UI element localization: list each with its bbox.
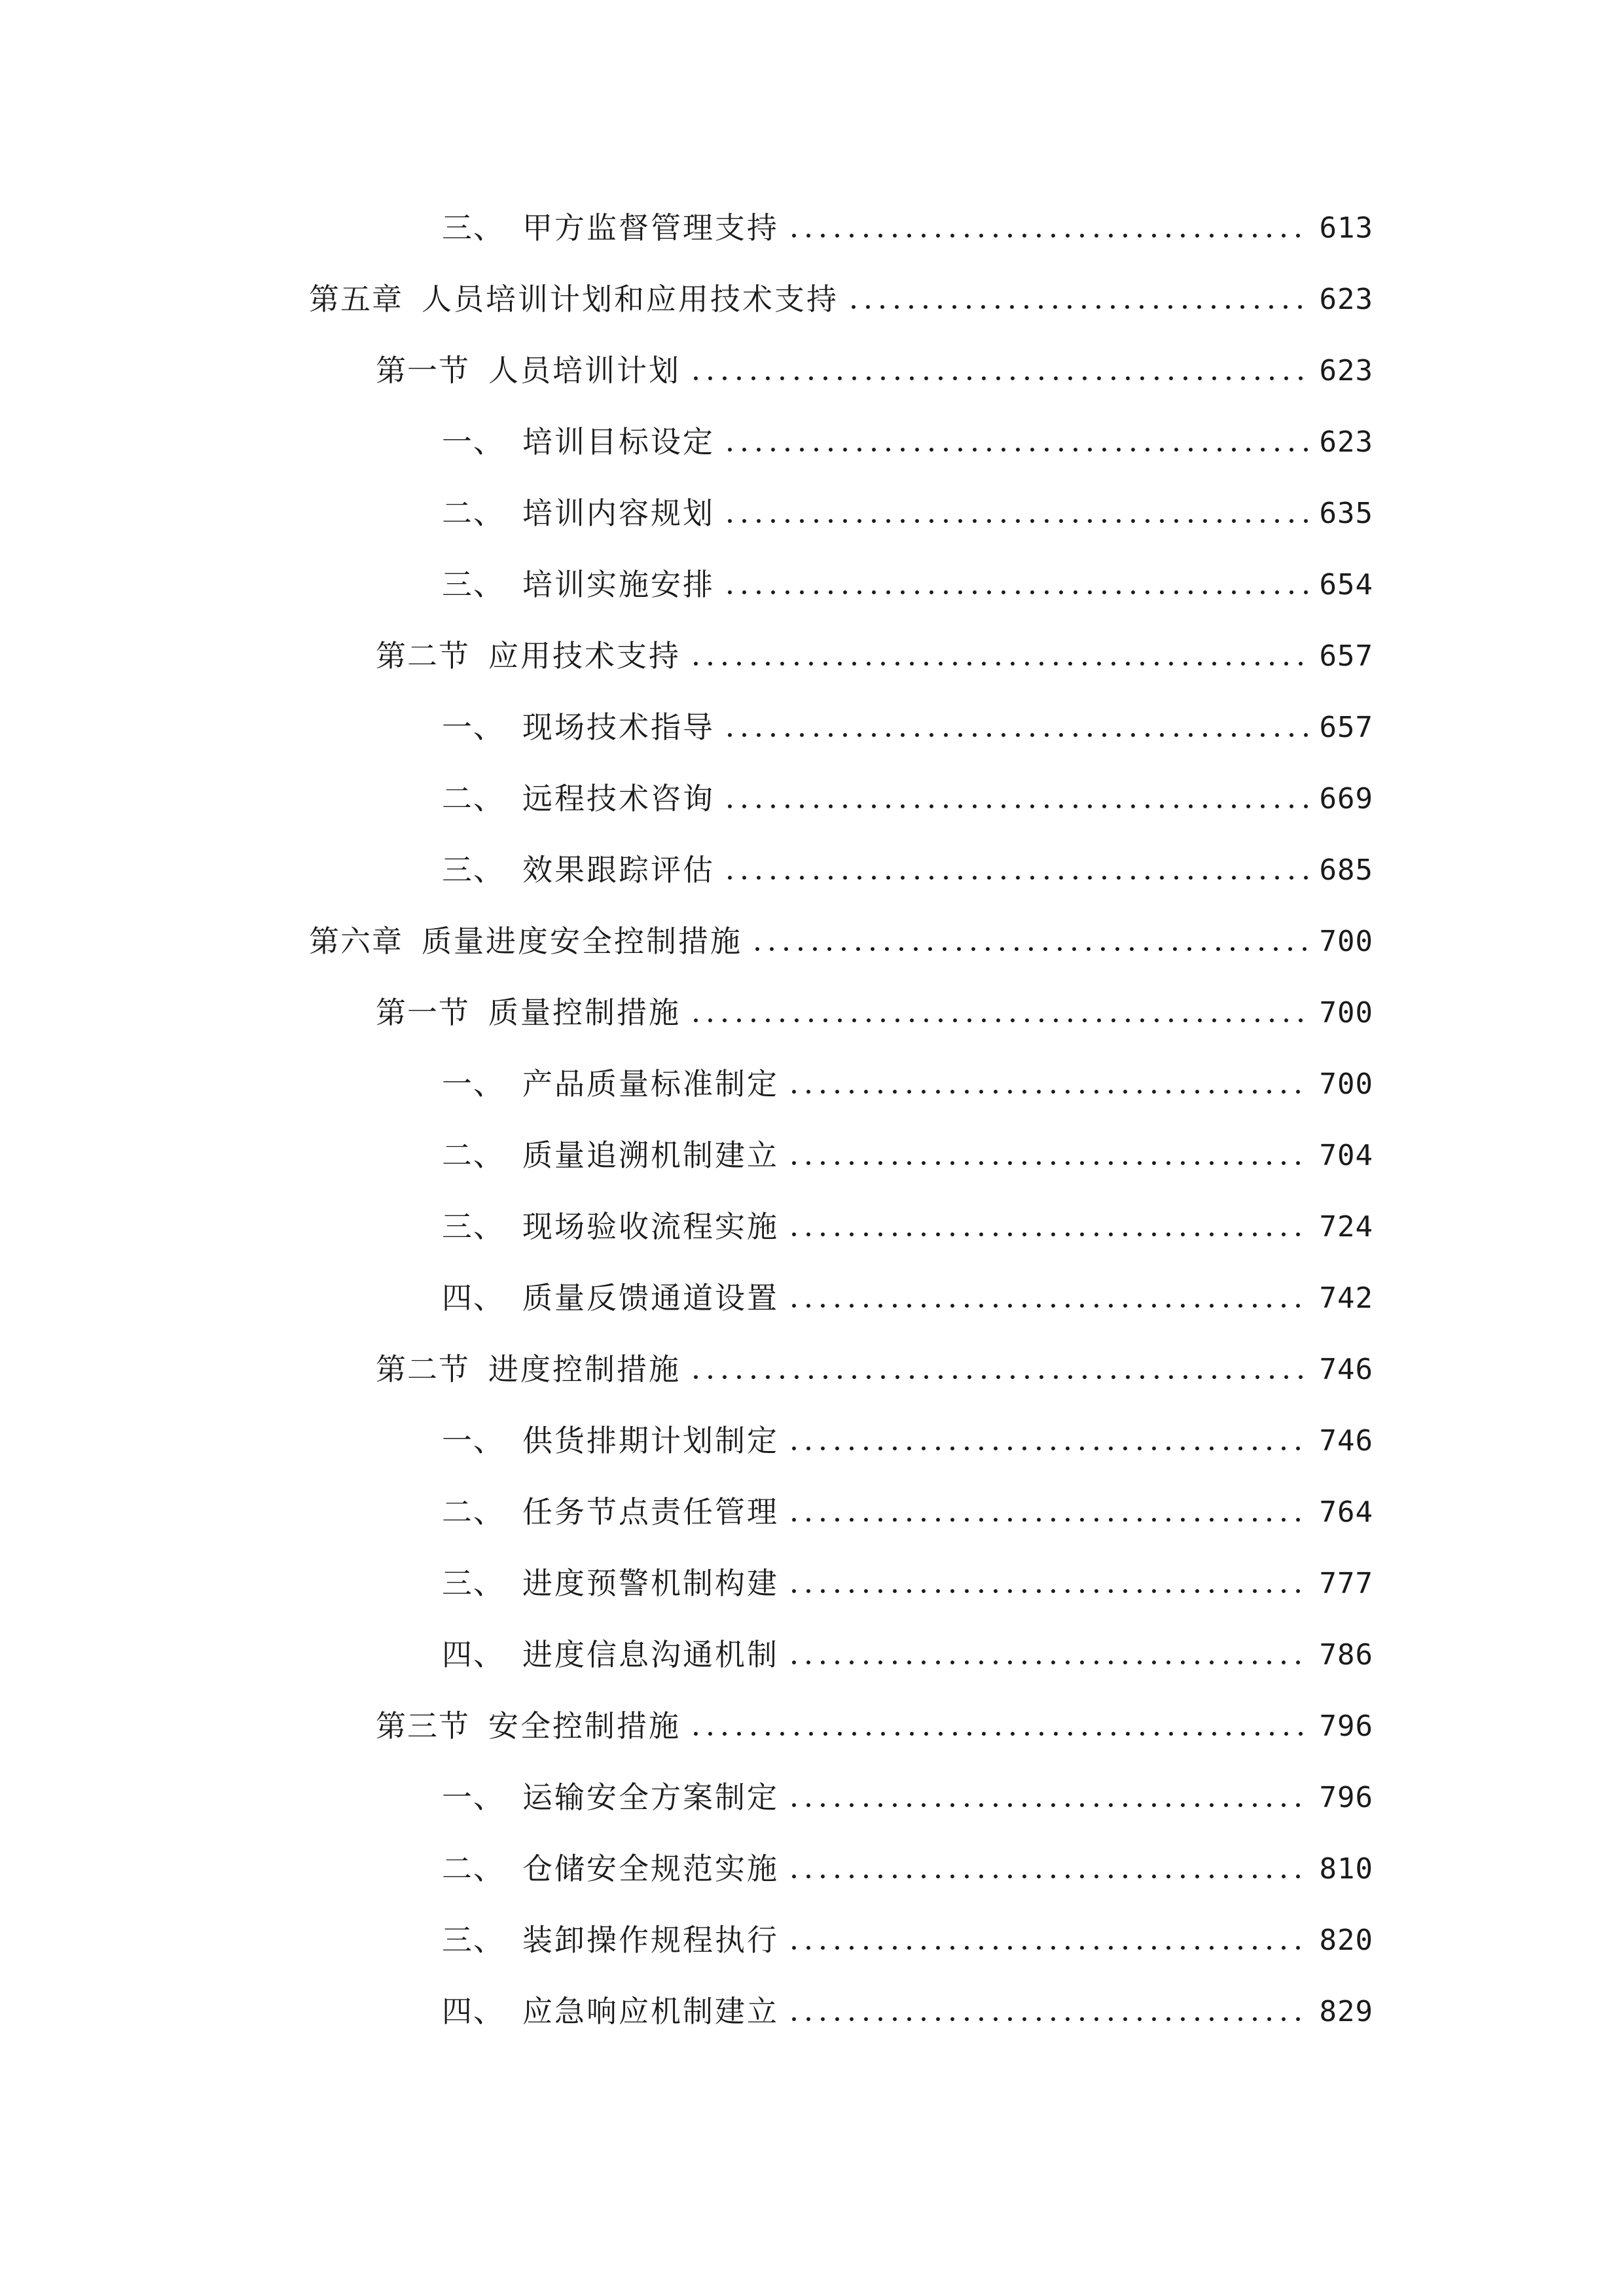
toc-entry-page: 700 [1319,996,1373,1030]
toc-entry-number: 一、 [442,1066,505,1102]
toc-entry-title: 质量进度安全控制措施 [422,924,742,959]
toc-entry-title: 现场验收流程实施 [522,1209,779,1244]
toc-entry-title: 产品质量标准制定 [522,1066,779,1102]
toc-entry-number: 二、 [442,1851,505,1886]
toc-entry-page: 623 [1319,354,1373,387]
toc-entry-number: 第二节 [376,638,470,673]
toc-entry-page: 700 [1319,1067,1373,1101]
toc-entry-title: 任务节点责任管理 [522,1494,779,1530]
toc-entry-number: 第三节 [376,1708,470,1744]
toc-entry-page: 742 [1319,1282,1373,1315]
toc-entry-number: 三、 [442,1566,505,1601]
toc-dot-leader [689,375,1310,382]
toc-dot-leader [787,1160,1310,1166]
toc-dot-leader [787,1088,1310,1095]
toc-entry-title: 安全控制措施 [488,1708,681,1744]
toc-entry[interactable] [376,1332,1373,1387]
toc-entry-number: 三、 [442,210,505,245]
toc-entry[interactable] [442,1189,1373,1242]
toc-entry-title: 人员培训计划 [488,353,681,388]
toc-entry-number: 一、 [442,709,505,745]
toc-dot-leader [723,446,1310,453]
toc-entry[interactable] [376,975,1373,1028]
toc-entry-title: 培训内容规划 [522,495,715,531]
toc-entry-number: 二、 [442,1494,505,1530]
toc-entry[interactable] [442,547,1373,600]
toc-entry[interactable] [442,1617,1373,1670]
toc-entry-page: 623 [1319,283,1373,316]
toc-entry-number: 第六章 [309,924,403,959]
toc-entry-page: 657 [1319,639,1373,673]
toc-dot-leader [689,1017,1310,1024]
toc-entry-page: 777 [1319,1567,1373,1600]
toc-entry-page: 829 [1319,1995,1373,2028]
toc-entry[interactable] [442,476,1373,531]
toc-entry-page: 685 [1319,853,1373,887]
toc-dot-leader [787,1945,1310,1951]
toc-entry-number: 一、 [442,1423,505,1458]
toc-dot-leader [723,803,1310,810]
toc-entry-page: 724 [1319,1210,1373,1244]
toc-entry-number: 一、 [442,1780,505,1815]
toc-entry-number: 二、 [442,781,505,816]
toc-entry[interactable] [442,1546,1373,1601]
toc-dot-leader [787,1516,1310,1523]
toc-entry-title: 甲方监督管理支持 [522,210,779,245]
toc-dot-leader [787,1302,1310,1309]
toc-dot-leader [787,1802,1310,1808]
toc-entry-number: 三、 [442,1922,505,1958]
toc-entry-page: 796 [1319,1710,1373,1743]
toc-entry-title: 运输安全方案制定 [522,1780,779,1815]
toc-entry-page: 786 [1319,1638,1373,1672]
toc-dot-leader [846,304,1310,310]
toc-entry-number: 一、 [442,424,505,459]
toc-entry-number: 第一节 [376,995,470,1030]
toc-dot-leader [787,1873,1310,1880]
toc-entry[interactable] [442,1903,1373,1958]
toc-entry-number: 二、 [442,1138,505,1173]
toc-dot-leader [689,1374,1310,1380]
toc-entry-number: 第一节 [376,353,470,388]
toc-entry-title: 进度信息沟通机制 [522,1637,779,1672]
toc-entry-title: 培训目标设定 [522,424,715,459]
toc-entry[interactable] [442,1475,1373,1530]
toc-entry-title: 培训实施安排 [522,567,715,602]
toc-entry-number: 三、 [442,852,505,888]
toc-entry-title: 远程技术咨询 [522,781,715,816]
toc-entry[interactable] [442,1760,1373,1815]
toc-entry-number: 四、 [442,1280,505,1316]
toc-entry-page: 613 [1319,211,1373,245]
toc-entry-title: 现场技术指导 [522,709,715,745]
toc-entry-number: 四、 [442,1994,505,2029]
toc-entry-title: 应急响应机制建立 [522,1994,779,2029]
toc-dot-leader [787,1588,1310,1594]
toc-entry[interactable] [442,1403,1373,1456]
toc-entry[interactable] [442,1831,1373,1884]
toc-entry[interactable] [376,333,1373,386]
toc-entry-page: 654 [1319,568,1373,601]
toc-dot-leader [689,660,1310,667]
toc-entry[interactable] [442,690,1373,745]
toc-entry[interactable] [442,1118,1373,1173]
toc-entry-title: 效果跟踪评估 [522,852,715,888]
toc-entry[interactable] [309,904,1373,959]
toc-entry-number: 二、 [442,495,505,531]
toc-dot-leader [723,518,1310,524]
toc-entry-page: 810 [1319,1852,1373,1886]
toc-entry[interactable] [309,262,1373,317]
toc-entry-number: 第二节 [376,1352,470,1387]
toc-entry[interactable] [376,619,1373,671]
toc-entry-number: 三、 [442,567,505,602]
toc-entry-number: 第五章 [309,281,403,317]
toc-entry-number: 四、 [442,1637,505,1672]
toc-entry-title: 仓储安全规范实施 [522,1851,779,1886]
toc-entry-title: 装卸操作规程执行 [522,1922,779,1958]
toc-entry-number: 三、 [442,1209,505,1244]
toc-entry[interactable] [442,761,1373,814]
toc-entry-page: 820 [1319,1924,1373,1957]
toc-dot-leader [723,874,1310,881]
toc-dot-leader [787,2016,1310,2022]
toc-entry-title: 质量追溯机制建立 [522,1138,779,1173]
toc-entry-page: 746 [1319,1353,1373,1386]
toc-entry-page: 669 [1319,782,1373,816]
toc-entry-page: 700 [1319,925,1373,958]
toc-entry-title: 质量反馈通道设置 [522,1280,779,1316]
toc-entry-title: 进度预警机制构建 [522,1566,779,1601]
toc-dot-leader [750,946,1310,952]
toc-entry-page: 623 [1319,425,1373,459]
toc-dot-leader [723,589,1310,596]
toc-entry[interactable] [442,404,1373,457]
toc-entry[interactable] [442,1047,1373,1102]
toc-entry-title: 人员培训计划和应用技术支持 [422,281,839,317]
toc-entry[interactable] [376,1689,1373,1744]
toc-entry[interactable] [442,190,1373,243]
toc-dot-leader [787,232,1310,239]
toc-entry[interactable] [442,1974,1373,2029]
toc-entry-title: 供货排期计划制定 [522,1423,779,1458]
toc-entry-title: 应用技术支持 [488,638,681,673]
toc-dot-leader [723,732,1310,738]
toc-entry-page: 657 [1319,711,1373,744]
toc-dot-leader [787,1659,1310,1666]
toc-entry-page: 635 [1319,497,1373,530]
toc-dot-leader [689,1731,1310,1737]
toc-entry-title: 进度控制措施 [488,1352,681,1387]
toc-entry[interactable] [442,833,1373,888]
toc-entry-page: 796 [1319,1781,1373,1814]
toc-entry-page: 704 [1319,1139,1373,1172]
toc-entry-title: 质量控制措施 [488,995,681,1030]
toc-dot-leader [787,1445,1310,1452]
toc-entry-page: 764 [1319,1496,1373,1529]
toc-entry-page: 746 [1319,1424,1373,1458]
toc-dot-leader [787,1231,1310,1238]
toc-entry[interactable] [442,1261,1373,1316]
